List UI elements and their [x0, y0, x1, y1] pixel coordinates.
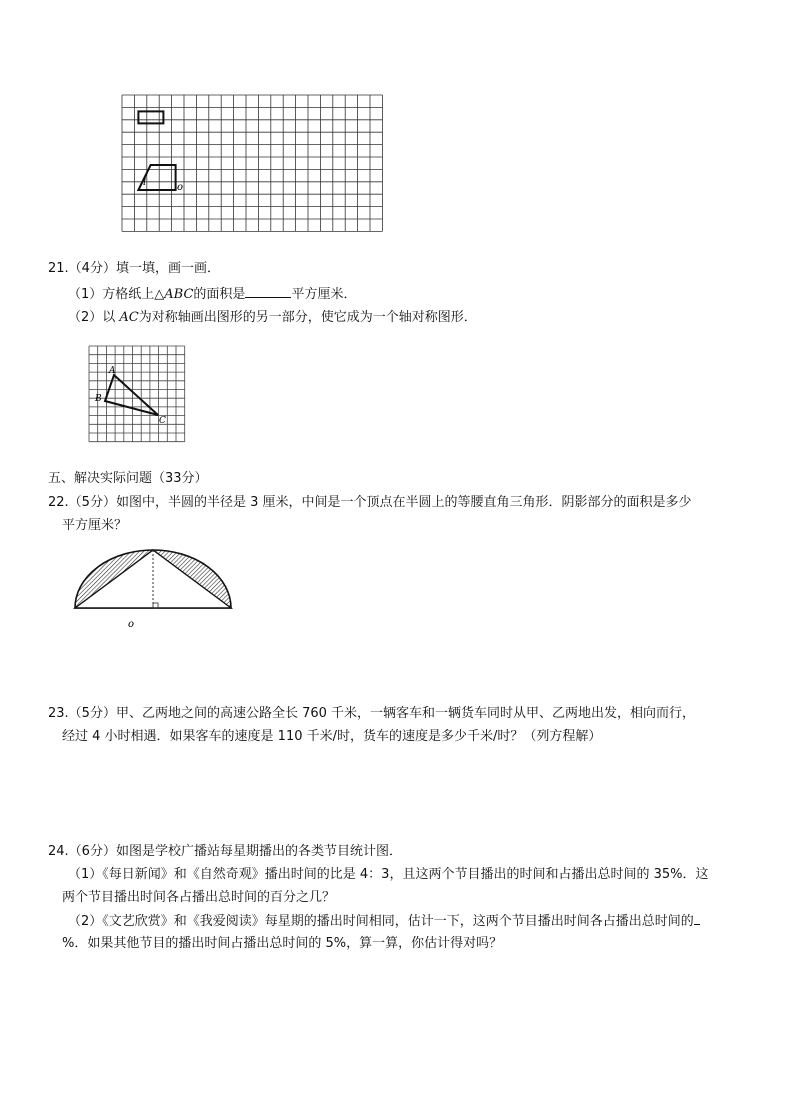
grid-lines	[89, 346, 185, 442]
trapezoid-inner-mark: l	[143, 177, 147, 188]
q21-header: 21.（4分）填一填，画一画．	[48, 261, 220, 276]
q24-part1-line2: 两个节目播出时间各占播出总时间的百分之几？	[62, 890, 336, 905]
q24-header: 24.（6分）如图是学校广播站每星期播出的各类节目统计图．	[48, 844, 402, 859]
q23-line1: 23.（5分）甲、乙两地之间的高速公路全长 760 千米，一辆客车和一辆货车同时从甲、乙两地出发，相向而行，	[48, 706, 696, 721]
q22-line2: 平方厘米？	[62, 518, 128, 533]
center-label-o: o	[128, 619, 135, 630]
q21-abc: ABC	[164, 287, 194, 302]
q24-part2-text: （2）《文艺欣赏》和《我爱阅读》每星期的播出时间相同，估计一下，这两个节目播出时间各占播出总时间的	[68, 914, 694, 929]
grid-figure-2	[88, 345, 188, 445]
q24-part2-line2: %．如果其他节目的播出时间占播出总时间的 5%，算一算，你估计得对吗？	[62, 936, 503, 951]
label-c: C	[159, 416, 166, 426]
q22-line1: 22.（5分）如图中，半圆的半径是 3 厘米，中间是一个顶点在半圆上的等腰直角三角形．阴影部分的面积是多少	[48, 495, 692, 510]
q21-part2-post: 为对称轴画出图形的另一部分，使它成为一个轴对称图形．	[138, 310, 477, 325]
q21-part1-post: 的面积是	[193, 287, 246, 302]
label-b: B	[95, 394, 102, 404]
section-5-title: 五、解决实际问题（33分）	[48, 471, 208, 486]
q21-part2	[68, 309, 477, 327]
grid-figure-1	[121, 94, 387, 234]
q23-line2: 经过 4 小时相遇．如果客车的速度是 110 千米/时，货车的速度是多少千米/时？（列方程解）	[62, 729, 602, 744]
answer-blank[interactable]	[245, 285, 291, 298]
small-rectangle	[138, 111, 163, 123]
q24-part1-line1: （1）《每日新闻》和《自然奇观》播出时间的比是 4：3，且这两个节目播出的时间和占播出总时间的 35%．这	[68, 867, 709, 882]
q24-part2-line1	[68, 912, 700, 931]
grid-lines	[122, 95, 382, 231]
q24-answer-blank[interactable]	[694, 912, 700, 925]
q21-part1	[68, 285, 356, 304]
label-a: A	[109, 366, 116, 376]
q21-unit: 平方厘米．	[291, 287, 357, 302]
semicircle-figure	[70, 544, 240, 634]
q21-ac: AC	[119, 310, 139, 325]
q21-part1-pre: （1）方格纸上△	[68, 287, 165, 302]
grid-label-o: o	[177, 182, 184, 193]
q21-part2-pre: （2）以	[68, 310, 120, 325]
